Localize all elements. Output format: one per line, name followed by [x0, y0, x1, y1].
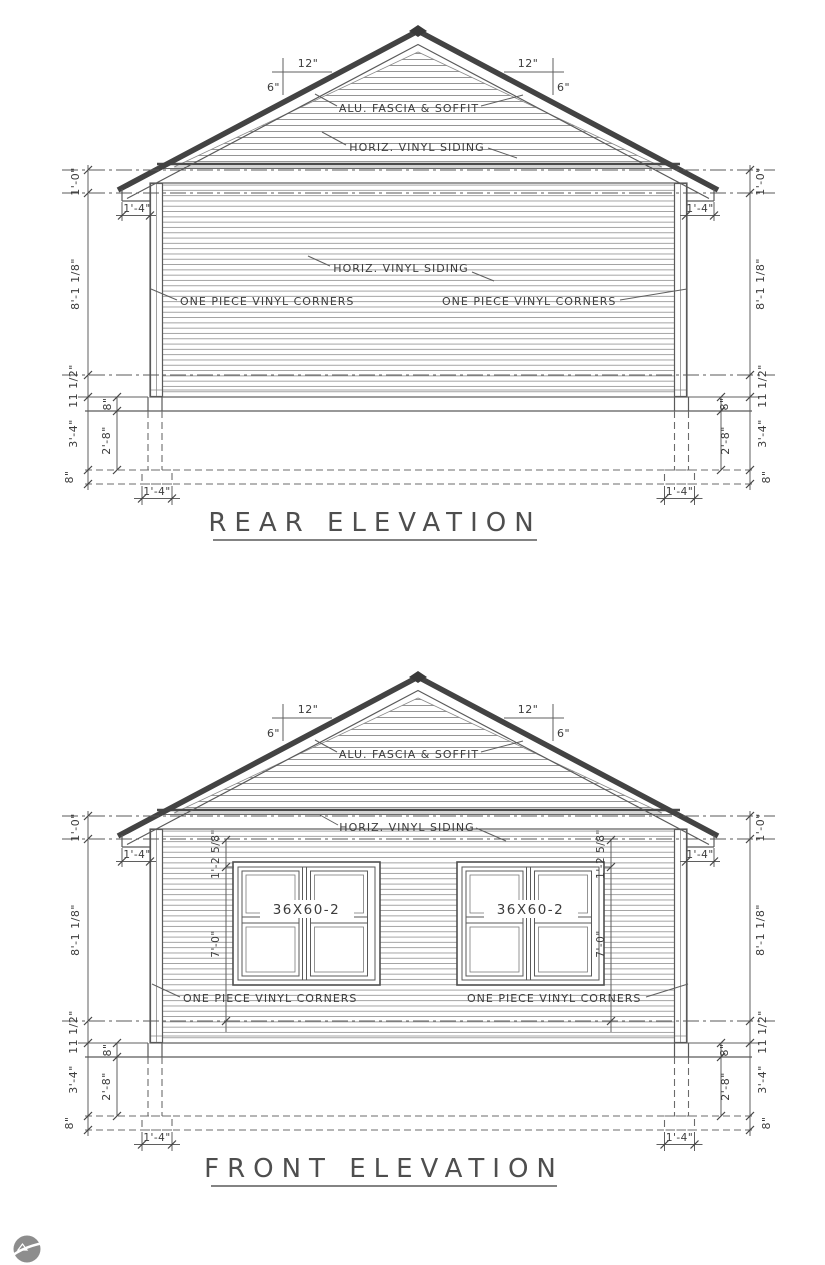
front-corners-label-right: ONE PIECE VINYL CORNERS	[467, 992, 642, 1005]
window-right	[457, 862, 604, 985]
front-elevation	[62, 671, 775, 1186]
dim-window-head-height-right: 7'-0"	[595, 930, 607, 958]
window-left	[233, 862, 380, 985]
rear-elevation	[62, 25, 775, 540]
dim-window-head-height-left: 7'-0"	[210, 930, 222, 958]
builder-logo-icon	[9, 1236, 50, 1263]
wall-siding-label: HORIZ. VINYL SIDING	[333, 262, 469, 275]
corners-label-right: ONE PIECE VINYL CORNERS	[442, 295, 617, 308]
corners-label-left: ONE PIECE VINYL CORNERS	[180, 295, 355, 308]
dim-window-head-offset-right: 1'-2 5/8"	[595, 829, 607, 879]
rear-elevation-title: REAR ELEVATION	[208, 508, 542, 538]
front-siding-label: HORIZ. VINYL SIDING	[339, 821, 475, 834]
dim-window-head-offset-left: 1'-2 5/8"	[210, 829, 222, 879]
elevation-drawing: 36X60-2 HORIZ. VINYL SIDING HORIZ. VINYL SIDING ONE PIECE VINYL CORNERS ONE PIECE VINYL CORNERS REAR ELEVATION HORIZ. VINYL SIDING 1'-2 5/8" 7'-0" 1'-2 5/8" 7'-0" ONE PIECE VINYL CORNERS ONE PIECE VINYL CORNERS FRONT ELEVATION	[0, 0, 825, 1265]
gable-siding-label: HORIZ. VINYL SIDING	[349, 141, 485, 154]
front-corners-label-left: ONE PIECE VINYL CORNERS	[183, 992, 358, 1005]
front-elevation-title: FRONT ELEVATION	[204, 1154, 564, 1184]
